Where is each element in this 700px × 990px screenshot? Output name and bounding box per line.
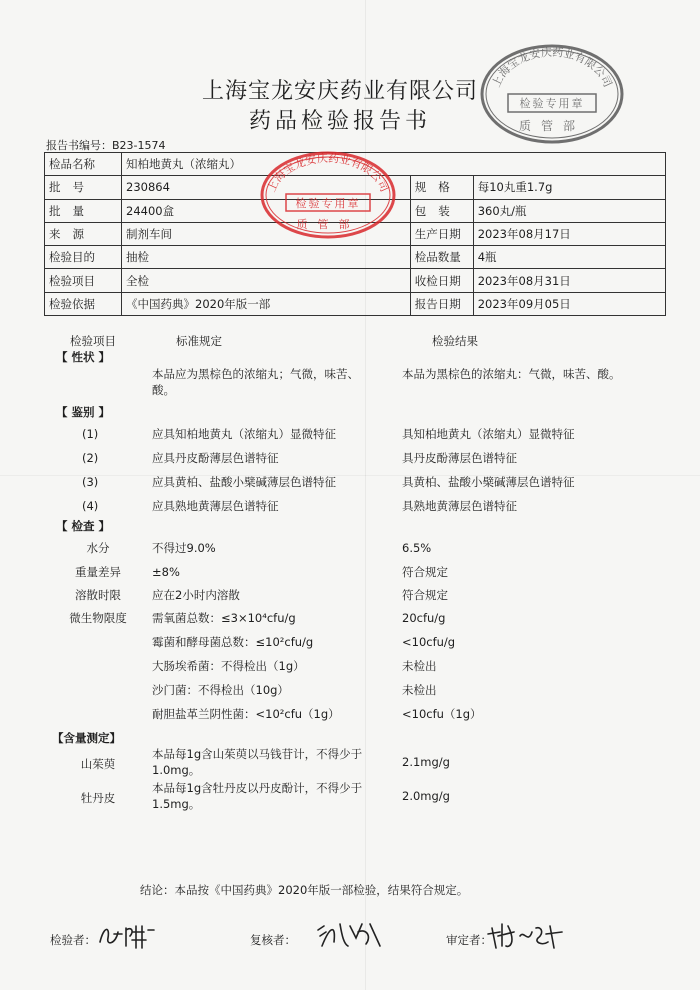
bile-tolerant-result: <10cfu（1g） xyxy=(402,707,482,721)
identification-section-title: 【 鉴别 】 xyxy=(56,405,111,419)
assay-item: 山茱萸 xyxy=(80,757,116,771)
inspection-item: 溶散时限 xyxy=(75,588,121,602)
gray-stamp-label: 检验专用章 xyxy=(519,97,585,110)
aerobic-count-standard: 需氧菌总数：≤3×10⁴cfu/g xyxy=(152,611,296,625)
gray-qa-stamp xyxy=(478,42,626,146)
assay-result: 2.0mg/g xyxy=(402,789,450,803)
spec-value: 每10丸重1.7g xyxy=(473,176,665,199)
identification-result: 具知柏地黄丸（浓缩丸）显微特征 xyxy=(402,427,575,441)
gray-stamp-company: 上海宝龙安庆药业有限公司 xyxy=(489,45,615,90)
product-name-value: 知柏地黄丸（浓缩丸） xyxy=(122,153,666,176)
salmonella-standard: 沙门菌：不得检出（10g） xyxy=(152,683,289,697)
inspection-result: 6.5% xyxy=(402,541,432,555)
report-number: 报告书编号：B23-1574 xyxy=(46,139,166,152)
microbial-limit-label: 微生物限度 xyxy=(69,611,127,625)
inspection-item: 水分 xyxy=(86,541,110,555)
batch-number-label: 批号 xyxy=(45,176,122,199)
inspection-result: 符合规定 xyxy=(402,588,448,602)
inspection-standard: 不得过9.0% xyxy=(152,541,216,555)
report-date-label: 报告日期 xyxy=(410,292,473,315)
salmonella-result: 未检出 xyxy=(402,683,437,697)
batch-quantity-label: 批量 xyxy=(45,199,122,222)
red-stamp-dept: 质管部 xyxy=(296,218,360,231)
identification-result: 具熟地黄薄层色谱特征 xyxy=(402,499,517,513)
svg-text:上海宝龙安庆药业有限公司 xyxy=(489,45,615,89)
mold-yeast-standard: 霉菌和酵母菌总数：≤10²cfu/g xyxy=(152,635,314,649)
identification-standard: 应具黄柏、盐酸小檗碱薄层色谱特征 xyxy=(152,475,336,489)
characters-standard: 本品应为黑棕色的浓缩丸；气微，味苦、酸。 xyxy=(152,367,359,397)
approver-signature xyxy=(486,918,566,952)
production-date-value: 2023年08月17日 xyxy=(473,222,665,245)
column-result-header: 检验结果 xyxy=(432,334,478,348)
characters-result: 本品为黑棕色的浓缩丸：气微，味苦、酸。 xyxy=(402,367,621,381)
package-label: 包装 xyxy=(410,199,473,222)
basis-label: 检验依据 xyxy=(45,292,122,315)
inspection-item: 重量差异 xyxy=(75,565,121,579)
document-title: 药品检验报告书 xyxy=(248,109,431,134)
identification-no: (3) xyxy=(82,475,99,489)
source-label: 来源 xyxy=(45,222,122,245)
test-items-value: 全检 xyxy=(122,269,411,292)
sample-quantity-value: 4瓶 xyxy=(473,246,665,269)
report-date-value: 2023年09月05日 xyxy=(473,292,665,315)
ecoli-result: 未检出 xyxy=(402,659,437,673)
inspection-section-title: 【 检查 】 xyxy=(56,519,111,533)
aerobic-count-result: 20cfu/g xyxy=(402,611,446,625)
reviewer-label: 复核者： xyxy=(250,933,296,947)
spec-label: 规格 xyxy=(410,176,473,199)
assay-standard: 本品每1g含山茱萸以马钱苷计，不得少于1.0mg。 xyxy=(152,747,363,777)
mold-yeast-result: <10cfu/g xyxy=(402,635,456,649)
characters-section-title: 【 性状 】 xyxy=(56,350,111,364)
identification-standard: 应具熟地黄薄层色谱特征 xyxy=(152,499,279,513)
package-value: 360丸/瓶 xyxy=(473,199,665,222)
basis-value: 《中国药典》2020年版一部 xyxy=(122,292,411,315)
batch-number-value: 230864 xyxy=(122,176,411,199)
paper-fold-horizontal xyxy=(0,475,700,476)
inspection-standard: 应在2小时内溶散 xyxy=(152,588,240,602)
identification-result: 具丹皮酚薄层色谱特征 xyxy=(402,451,517,465)
test-items-label: 检验项目 xyxy=(45,269,122,292)
red-stamp-label: 检验专用章 xyxy=(295,197,361,210)
identification-no: (4) xyxy=(82,499,99,513)
column-item-header: 检验项目 xyxy=(70,334,116,348)
assay-item: 牡丹皮 xyxy=(80,791,116,805)
sample-quantity-label: 检品数量 xyxy=(410,246,473,269)
red-qa-stamp xyxy=(258,150,398,240)
identification-result: 具黄柏、盐酸小檗碱薄层色谱特征 xyxy=(402,475,575,489)
assay-section-title: 【含量测定】 xyxy=(52,731,121,745)
reviewer-signature xyxy=(314,916,384,952)
gray-stamp-dept: 质管部 xyxy=(518,119,586,133)
receipt-date-label: 收检日期 xyxy=(410,269,473,292)
inspector-signature xyxy=(96,920,158,952)
identification-no: (2) xyxy=(82,451,99,465)
inspection-result: 符合规定 xyxy=(402,565,448,579)
ecoli-standard: 大肠埃希菌：不得检出（1g） xyxy=(152,659,305,673)
inspection-standard: ±8% xyxy=(152,565,180,579)
column-standard-header: 标准规定 xyxy=(176,334,222,348)
purpose-value: 抽检 xyxy=(122,246,411,269)
identification-standard: 应具丹皮酚薄层色谱特征 xyxy=(152,451,279,465)
identification-standard: 应具知柏地黄丸（浓缩丸）显微特征 xyxy=(152,427,336,441)
receipt-date-value: 2023年08月31日 xyxy=(473,269,665,292)
identification-no: (1) xyxy=(82,427,99,441)
batch-quantity-value: 24400盒 xyxy=(122,199,411,222)
red-stamp-company: 上海宝龙安庆药业有限公司 xyxy=(264,151,392,194)
product-name-label: 检品名称 xyxy=(45,153,122,176)
conclusion: 结论：本品按《中国药典》2020年版一部检验，结果符合规定。 xyxy=(140,883,469,897)
source-value: 制剂车间 xyxy=(122,222,411,245)
assay-standard: 本品每1g含牡丹皮以丹皮酚计，不得少于1.5mg。 xyxy=(152,781,363,811)
production-date-label: 生产日期 xyxy=(410,222,473,245)
svg-text:上海宝龙安庆药业有限公司 xyxy=(264,151,391,194)
paper-fold-vertical xyxy=(365,0,366,990)
bile-tolerant-standard: 耐胆盐革兰阴性菌：<10²cfu（1g） xyxy=(152,707,340,721)
company-name: 上海宝龙安庆药业有限公司 xyxy=(201,79,478,104)
approver-label: 审定者： xyxy=(446,933,492,947)
assay-result: 2.1mg/g xyxy=(402,755,450,769)
inspector-label: 检验者： xyxy=(50,933,96,947)
purpose-label: 检验目的 xyxy=(45,246,122,269)
